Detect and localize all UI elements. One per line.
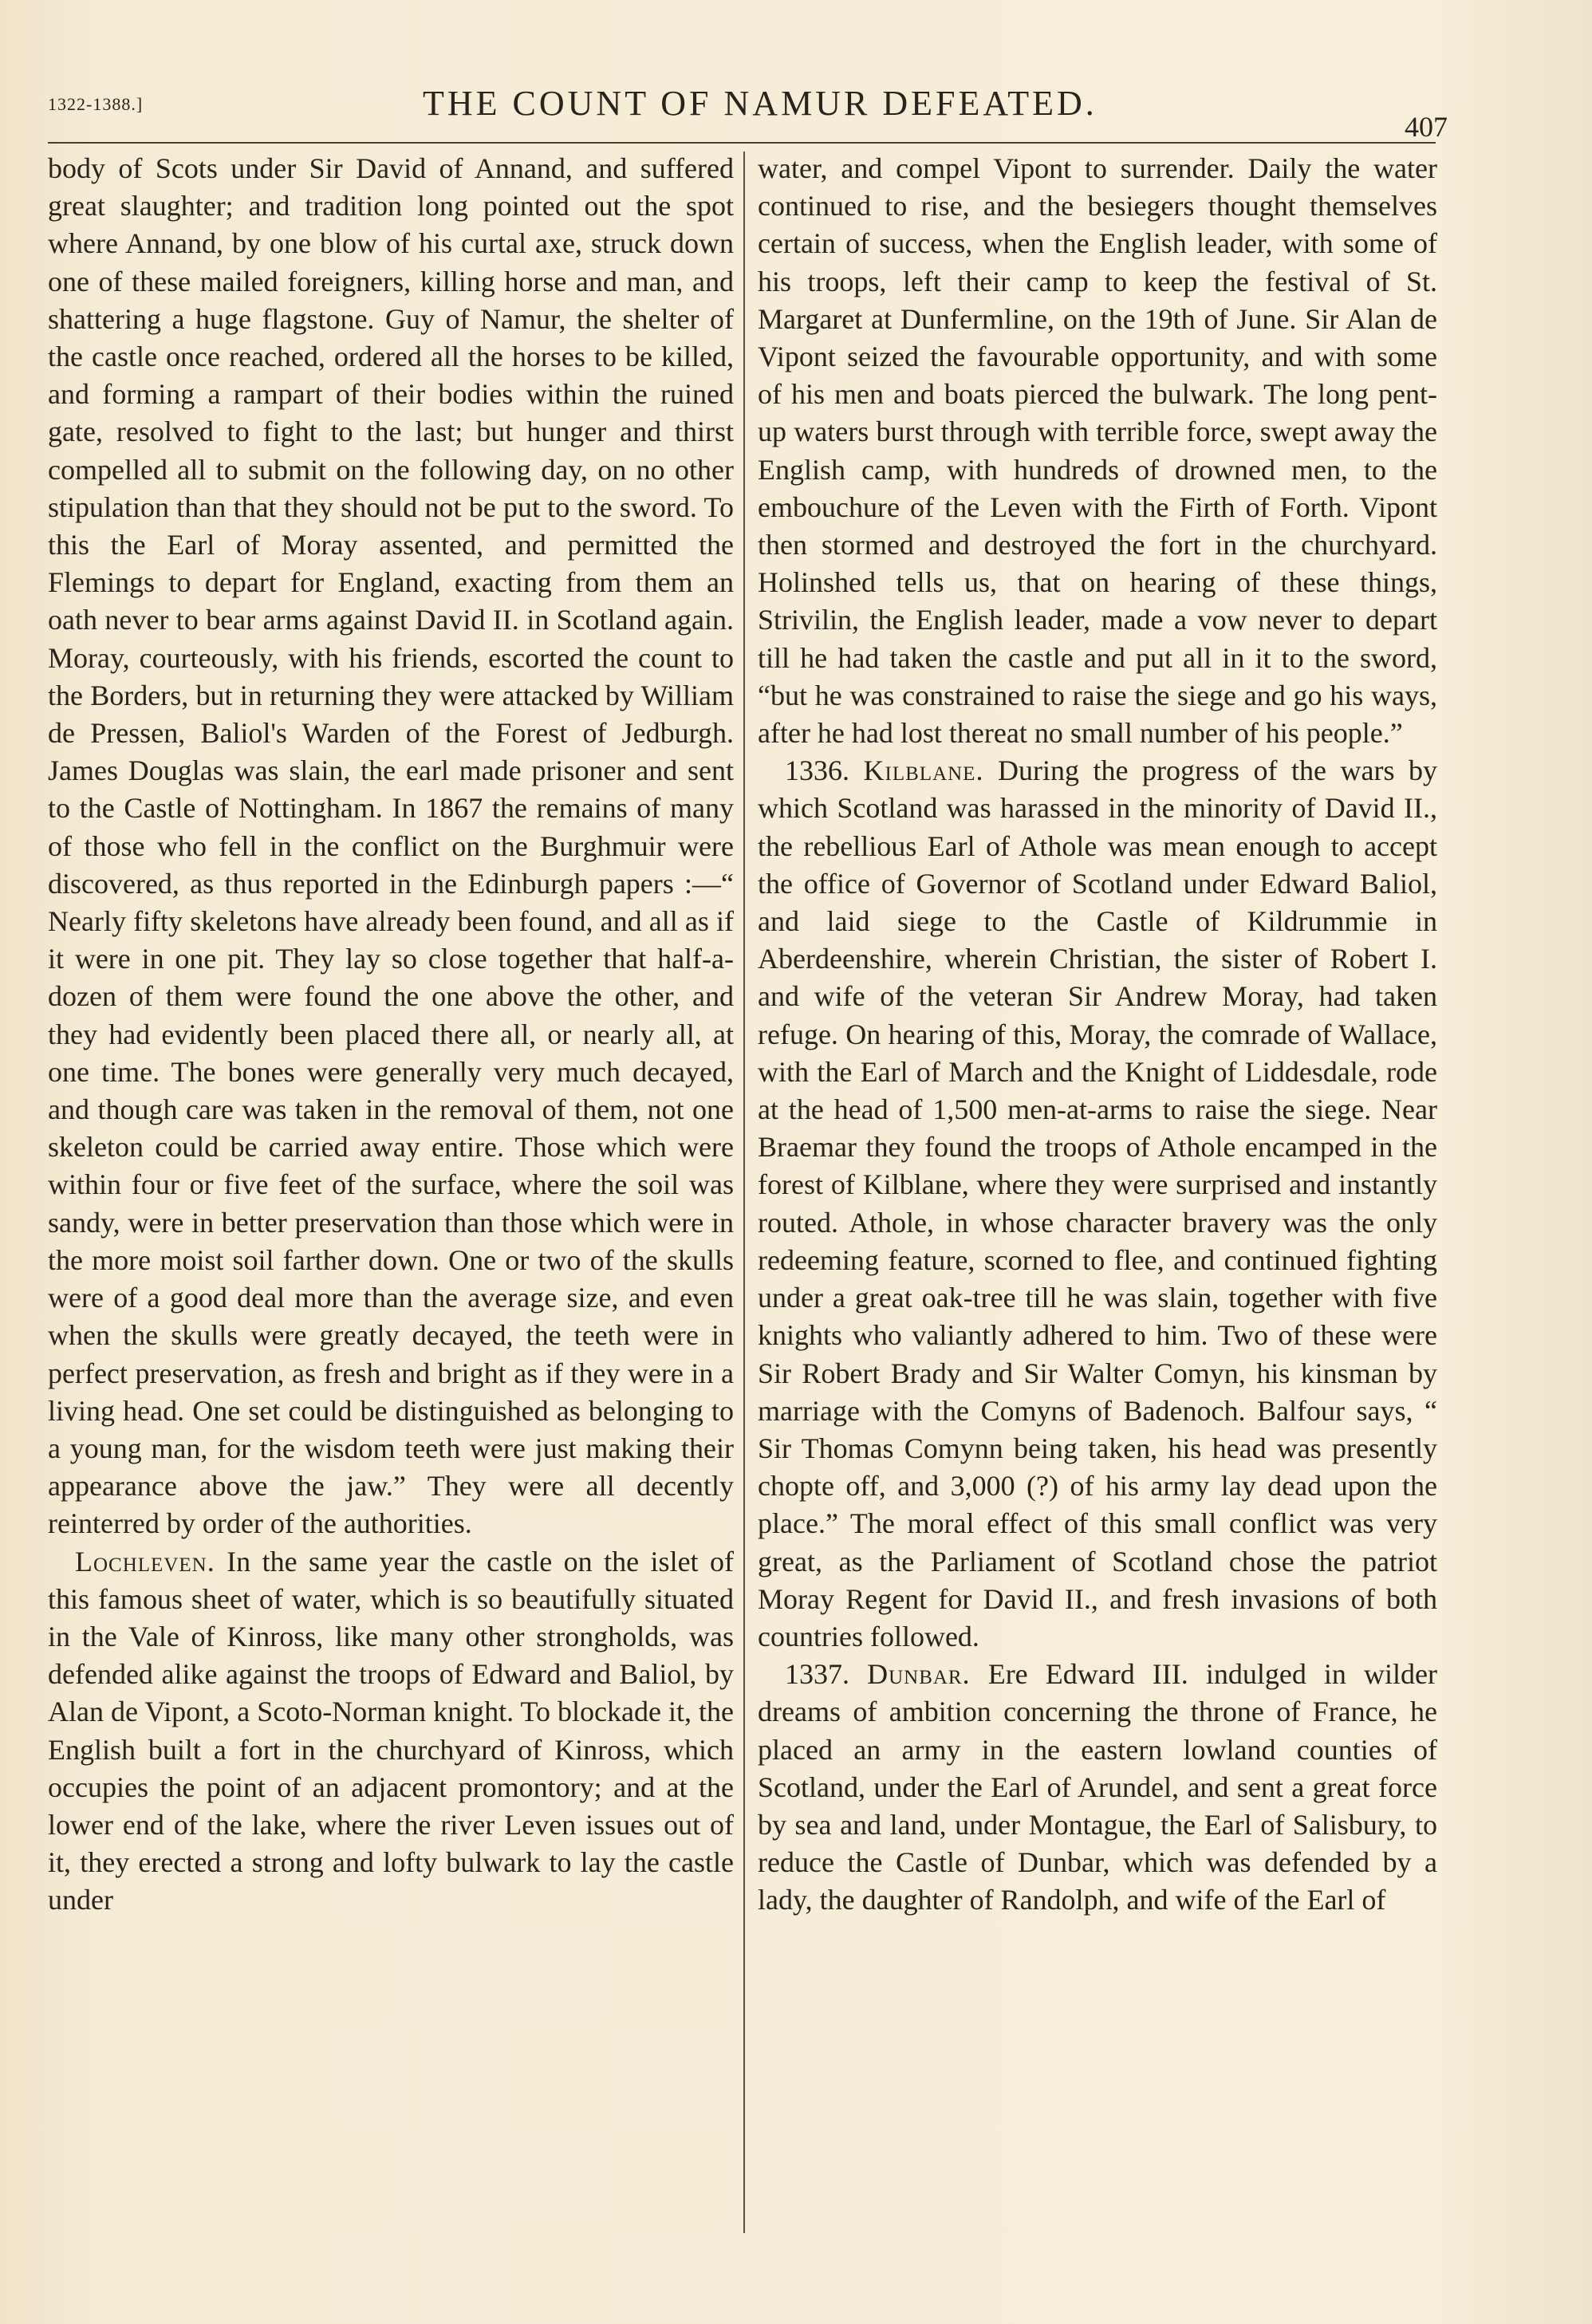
section-heading-kilblane: Kilblane.: [863, 754, 984, 787]
page-header: [48, 80, 1448, 144]
paragraph-annand: body of Scots under Sir David of Annand, and suffered great slaughter; and tradition long pointed out the spot where Annand, by one blow of his curtal axe, struck down one of these mailed foreigners, killing horse and man, and shattering a huge flagstone. Guy of Namur, the shelter of the castle once reached, ordered all the horses to be killed, and forming a rampart of their bodies within the ruined gate, resolved to fight to the last; but hunger and thirst compelled all to submit on the following day, on no other stipulation than that they should not be put to the sword. To this the Earl of Moray assented, and permitted the Flemings to depart for England, exacting from them an oath never to bear arms against David II. in Scotland again. Moray, courteously, with his friends, escorted the count to the Borders, but in returning they were attacked by William de Pressen, Baliol's Warden of the Forest of Jedburgh. James Douglas was slain, the earl made prisoner and sent to the Castle of Nottingham. In 1867 the remains of many of those who fell in the conflict on the Burghmuir were discovered, as thus reported in the Edinburgh papers :—“ Nearly fifty skeletons have already been found, and all as if it were in one pit. They lay so close together that half-a-dozen of them were found the one above the other, and they had evidently been placed there all, or nearly all, at one time. The bones were generally very much decayed, and though care was taken in the removal of them, not one skeleton could be carried away entire. Those which were within four or five feet of the surface, where the soil was sandy, were in better preservation than those which were in the more moist soil farther down. One or two of the skulls were of a good deal more than the average size, and even when the skulls were greatly decayed, the teeth were in perfect preservation, as fresh and bright as if they were in a living head. One set could be distinguished as belonging to a young man, for the wisdom teeth were just making their appearance above the jaw.” They were all decently reinterred by order of the authorities.: [48, 152, 734, 1540]
header-years: 1322-1388.]: [48, 94, 144, 114]
section-year-dunbar: 1337.: [785, 1658, 849, 1691]
paragraph-lochleven-text: In the same year the castle on the islet of this famous sheet of water, which is so beautifully situated in the Vale of Kinross, like many other strongholds, was defended alike against the troops of Edward and Baliol, by Alan de Vipont, a Scoto-Norman knight. To blockade it, the English built a fort in the churchyard of Kinross, which occupies the point of an adjacent promontory; and at the lower end of the lake, where the river Leven issues out of it, they erected a strong and lofty bulwark to lay the castle under: [48, 1545, 734, 1916]
paragraph-lochleven: [48, 1543, 734, 1920]
paragraph-dunbar: [758, 1656, 1437, 1919]
header-rule: [48, 142, 1436, 144]
column-divider: [743, 152, 745, 2233]
right-column: [758, 150, 1437, 1920]
section-heading-dunbar: Dunbar.: [867, 1658, 971, 1691]
page-number: 407: [1405, 111, 1448, 143]
running-title: THE COUNT OF NAMUR DEFEATED.: [423, 84, 1097, 123]
paragraph-kilblane-text: During the progress of the wars by which Scotland was harassed in the minority of David II., the rebellious Earl of Athole was mean enough to accept the office of Governor of Scotland under Edward Baliol, and laid siege to the Castle of Kildrummie in Aberdeenshire, wherein Christian, the sister of Robert I. and wife of the veteran Sir Andrew Moray, had taken refuge. On hearing of this, Moray, the comrade of Wallace, with the Earl of March and the Knight of Liddesdale, rode at the head of 1,500 men-at-arms to raise the siege. Near Braemar they found the troops of Athole encamped in the forest of Kilblane, where they were surprised and instantly routed. Athole, in whose character bravery was the only redeeming feature, scorned to flee, and continued fighting under a great oak-tree till he was slain, together with five knights who valiantly adhered to him. Two of these were Sir Robert Brady and Sir Walter Comyn, his kinsman by marriage with the Comyns of Badenoch. Balfour says, “ Sir Thomas Comynn being taken, his head was presently chopte off, and 3,000 (?) of his army lay dead upon the place.” The moral effect of this small conflict was very great, as the Parliament of Scotland chose the patriot Moray Regent for David II., and fresh invasions of both countries followed.: [758, 754, 1438, 1652]
paragraph-vipont: water, and compel Vipont to surrender. Daily the water continued to rise, and the besiegers thought themselves certain of success, when the English leader, with some of his troops, left their camp to keep the festival of St. Margaret at Dunfermline, on the 19th of June. Sir Alan de Vipont seized the favourable opportunity, and with some of his men and boats pierced the bulwark. The long pent-up waters burst through with terrible force, swept away the English camp, with hundreds of drowned men, to the embouchure of the Leven with the Firth of Forth. Vipont then stormed and destroyed the fort in the churchyard. Holinshed tells us, that on hearing of these things, Strivilin, the English leader, made a vow never to depart till he had taken the castle and put all in it to the sword, “but he was constrained to raise the siege and go his ways, after he had lost thereat no small number of his people.”: [758, 152, 1437, 750]
section-heading-lochleven: Lochleven.: [75, 1545, 215, 1578]
left-column: [48, 150, 734, 1920]
paragraph-kilblane: [758, 752, 1437, 1656]
section-year-kilblane: 1336.: [785, 754, 849, 787]
paragraph-dunbar-text: Ere Edward III. indulged in wilder dreams of ambition concerning the throne of France, he placed an army in the eastern lowland counties of Scotland, under the Earl of Arundel, and sent a great force by sea and land, under Montague, the Earl of Salisbury, to reduce the Castle of Dunbar, which was defended by a lady, the daughter of Randolph, and wife of the Earl of: [758, 1658, 1437, 1916]
